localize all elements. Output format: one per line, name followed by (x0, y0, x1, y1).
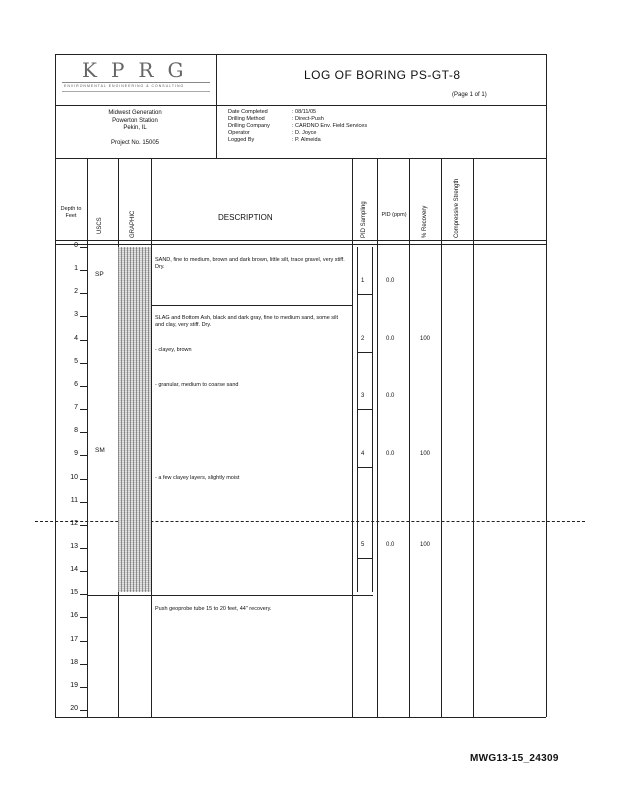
depth-tick-label: 4 (74, 334, 78, 342)
sample-pid-value: 0.0 (386, 451, 395, 458)
description-entry: SAND, fine to medium, brown and dark brown, little silt, trace gravel, very stiff. Dry. (155, 256, 345, 270)
project-number: Project No. 15005 (110, 139, 160, 146)
sampler-tube-right (372, 247, 373, 592)
sample-number: 1 (361, 277, 365, 284)
depth-tick-label: 15 (70, 589, 78, 597)
uscs-code: SP (95, 270, 104, 278)
depth-tick-label: 11 (70, 496, 78, 504)
depth-tick-label: 9 (74, 450, 78, 458)
sample-interval-mark (357, 352, 372, 353)
depth-tick-mark (80, 270, 87, 271)
depth-tick-mark (80, 386, 87, 387)
sample-number: 5 (361, 541, 365, 548)
column-header-depth: Depth to Feet (60, 206, 82, 219)
site-location: Pekin, IL (123, 125, 147, 131)
sample-pid-value: 0.0 (386, 335, 395, 342)
document-id: MWG13-15_24309 (470, 753, 559, 764)
depth-tick-mark (80, 687, 87, 688)
page-indicator: (Page 1 of 1) (452, 92, 487, 98)
depth-tick-mark (80, 571, 87, 572)
depth-tick-label: 14 (70, 566, 78, 574)
soil-graphic-column (118, 247, 151, 592)
detail-row: Operator : D. Joyce (228, 130, 317, 136)
depth-tick-mark (80, 710, 87, 711)
description-entry: - granular, medium to coarse sand (155, 381, 239, 388)
description-entry: - a few clayey layers, slightly moist (155, 474, 240, 481)
depth-tick-label: 0 (74, 242, 78, 249)
sample-recovery-value: 100 (420, 335, 431, 342)
uscs-code: SM (95, 446, 105, 454)
description-entry: - clayey, brown (155, 347, 192, 354)
depth-tick-mark (80, 617, 87, 618)
boring-bottom-line (87, 595, 373, 596)
column-header-description: DESCRIPTION (218, 213, 273, 222)
depth-tick-mark (80, 525, 87, 526)
column-header-pid-sampling: PID Sampling (361, 201, 367, 238)
depth-tick-label: 18 (70, 658, 78, 666)
depth-tick-label: 19 (70, 681, 78, 689)
depth-tick-mark (80, 363, 87, 364)
description-entry: Push geoprobe tube 15 to 20 feet, 44" recovery. (155, 606, 272, 613)
sample-interval-mark (357, 558, 372, 559)
sample-interval-mark (357, 467, 372, 468)
depth-tick-mark (80, 594, 87, 595)
depth-tick-mark (80, 340, 87, 341)
sample-number: 2 (361, 335, 365, 342)
detail-row: Logged By : P. Almeida (228, 137, 321, 143)
detail-row: Drilling Company : CARDNO Env. Field Services (228, 123, 368, 129)
site-info (60, 110, 210, 147)
sampler-tube-left (357, 247, 358, 592)
depth-tick-label: 5 (74, 357, 78, 365)
detail-row: Drilling Method : Direct-Push (228, 116, 324, 122)
sample-interval-mark (357, 409, 372, 410)
boring-details (228, 109, 367, 144)
depth-tick-label: 7 (74, 404, 78, 412)
detail-row: Date Completed : 08/11/05 (228, 109, 317, 115)
sample-number: 3 (361, 393, 365, 400)
description-entry: SLAG and Bottom Ash, black and dark gray, fine to medium sand, some silt and clay, very stiff. Dry. (155, 314, 339, 328)
depth-tick-mark (80, 432, 87, 433)
depth-tick-label: 17 (70, 635, 78, 643)
site-station: Powerton Station (112, 117, 158, 124)
depth-tick-label: 1 (74, 265, 78, 273)
company-logo: KPRG (82, 58, 198, 82)
stratum-boundary (151, 305, 352, 306)
sample-number: 4 (361, 451, 365, 458)
depth-tick-mark (80, 455, 87, 456)
site-owner: Midwest Generation (108, 110, 162, 116)
depth-tick-mark (80, 293, 87, 294)
column-header-pid: PID (ppm) (381, 212, 407, 218)
depth-tick-mark (80, 641, 87, 642)
depth-tick-mark (80, 548, 87, 549)
depth-tick-label: 10 (70, 473, 78, 481)
depth-tick-mark (80, 479, 87, 480)
depth-tick-label: 20 (70, 705, 78, 712)
company-logo-subtitle: ENVIRONMENTAL ENGINEERING & CONSULTING (64, 84, 185, 88)
depth-tick-label: 8 (74, 427, 78, 435)
depth-tick-mark (80, 316, 87, 317)
depth-tick-label: 16 (70, 612, 78, 620)
sample-recovery-value: 100 (420, 451, 431, 458)
sample-pid-value: 0.0 (386, 541, 395, 548)
depth-tick-mark (80, 247, 87, 248)
depth-tick-mark (80, 664, 87, 665)
column-header-recovery: % Recovery (422, 205, 428, 238)
sample-interval-mark (357, 294, 372, 295)
sample-recovery-value: 100 (420, 541, 431, 548)
log-title: LOG OF BORING PS-GT-8 (304, 68, 461, 82)
depth-tick-label: 2 (74, 288, 78, 296)
depth-tick-label: 13 (70, 542, 78, 550)
sample-pid-value: 0.0 (386, 393, 395, 400)
column-header-graphic: GRAPHIC (130, 210, 136, 238)
depth-tick-mark (80, 409, 87, 410)
depth-tick-label: 6 (74, 380, 78, 388)
depth-tick-label: 3 (74, 311, 78, 319)
depth-tick-label: 12 (70, 519, 78, 527)
depth-tick-mark (80, 502, 87, 503)
sample-pid-value: 0.0 (386, 277, 395, 284)
column-header-uscs: USCS (97, 217, 103, 234)
column-header-compressive-strength: Compressive Strength (454, 178, 460, 238)
